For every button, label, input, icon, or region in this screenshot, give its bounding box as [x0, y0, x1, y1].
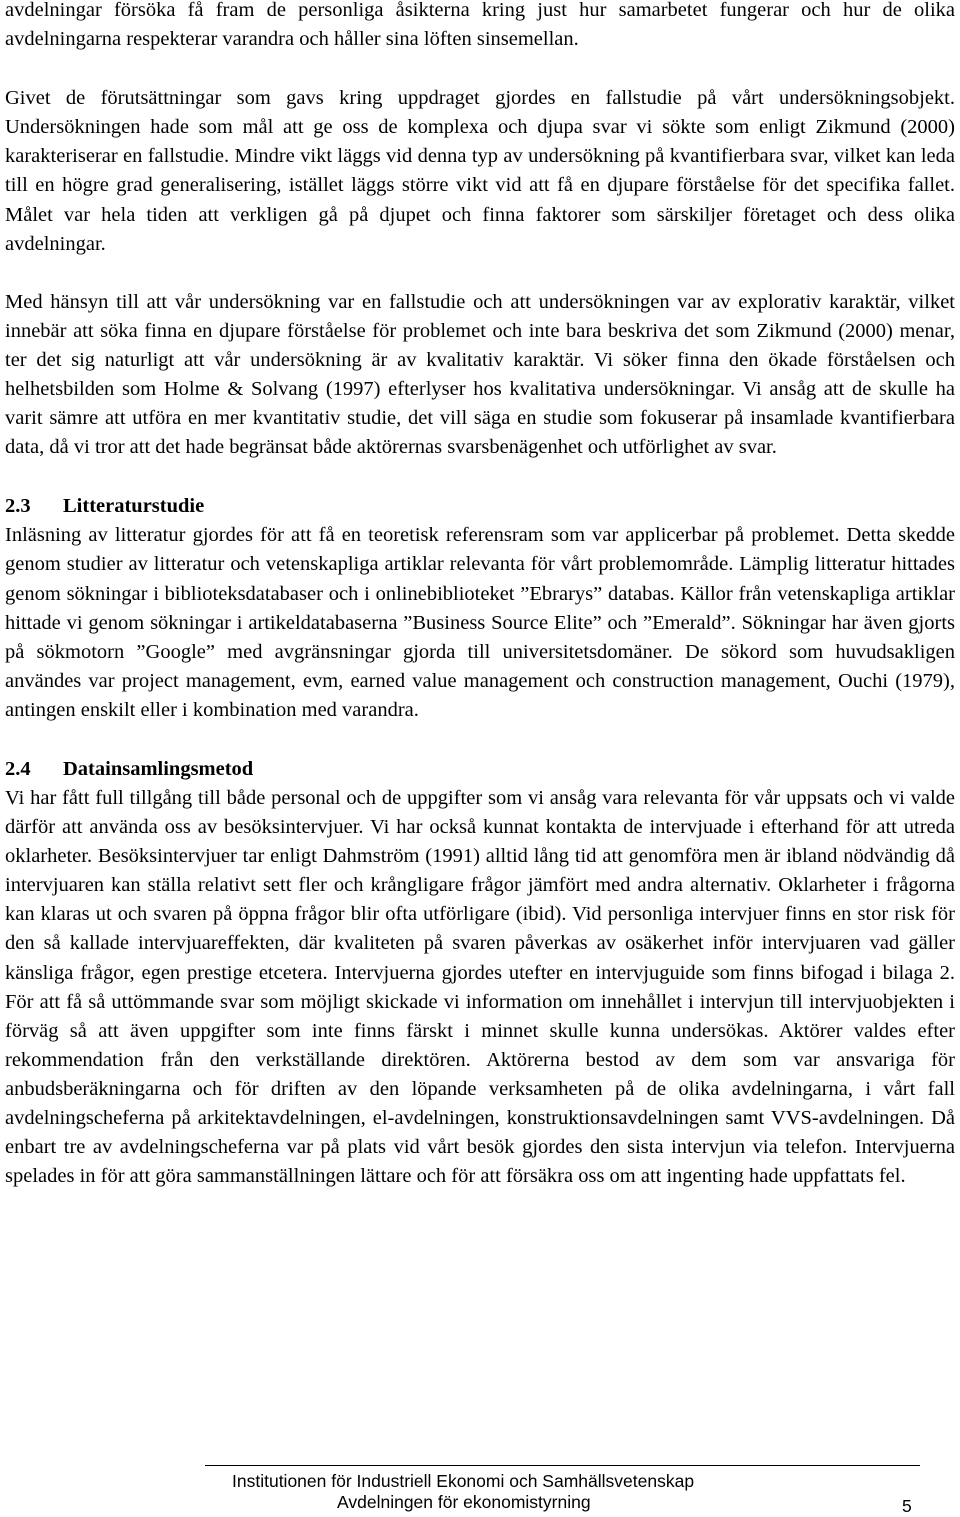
- section-body-litteraturstudie: Inläsning av litteratur gjordes för att få en teoretisk referensram som var applicerbar på problemet. Detta skedde genom studier av litteratur och vetenskapliga artiklar relevanta för vårt problemområde. Lämplig litteratur hittades genom sökningar i biblioteksdatabaser och i onlinebiblioteket ”Ebrarys” databas. Källor från vetenskapliga artiklar hittade vi genom sökningar i artikeldatabaserna ”Business Source Elite” och ”Emerald”. Sökningar har även gjorts på sökmotorn ”Google” med avgränsningar gjorda till universitetsdomäner. De sökord som huvudsakligen användes var project management, evm, earned value management och construction management, Ouchi (1979), antingen enskilt eller i kombination med varandra.: [5, 524, 955, 721]
- paragraph-continuation: avdelningar försöka få fram de personliga åsikterna kring just hur samarbetet fungerar och hur de olika avdelningarna respekterar varandra och håller sina löften sinsemellan.: [5, 0, 955, 51]
- section-body-datainsamlingsmetod: Vi har fått full tillgång till både personal och de uppgifter som vi ansåg vara relevanta för vår uppsats och vi valde därför att använda oss av besöksintervjuer. Vi har också kunnat kontakta de intervjuade i efterhand för att utreda oklarheter. Besöksintervjuer tar enligt Dahmström (1991) alltid lång tid att genomföra men är ibland nödvändig då intervjuaren kan ställa relativt sett fler och krångligare frågor jämfört med andra alternativ. Oklarheter i frågorna kan klaras ut och svaren på öppna frågor blir ofta utförligare (ibid). Vid personliga intervjuer finns en stor risk för den så kallade intervjuareffekten, där kvaliteten på svaren påverkas av osäkerhet inför intervjuaren vad gäller känsliga frågor, egen prestige etcetera. Intervjuerna gjordes utefter en intervjuguide som finns bifogad i bilaga 2. För att få så uttömmande svar som möjligt skickade vi information om innehållet i intervjun till intervjuobjekten i förväg så att även uppgifter som inte finns färskt i minnet skulle kunna undersökas. Aktörer valdes efter rekommendation från den verkställande direktören. Aktörerna bestod av dem som var ansvariga för anbudsberäkningarna och för driften av den löpande verksamheten på de olika avdelningarna, i vårt fall avdelningscheferna på arkitektavdelningen, el-avdelningen, konstruktionsavdelningen samt VVS-avdelningen. Då enbart tre av avdelningscheferna var på plats vid vårt besök gjordes den sista intervjun via telefon. Intervjuerna spelades in för att göra sammanställningen lättare och för att försäkra oss om att ingenting hade uppfattats fel.: [5, 786, 955, 1188]
- section-number: 2.3: [5, 495, 31, 518]
- section-title: Datainsamlingsmetod: [63, 757, 254, 780]
- footer-division: Avdelningen för ekonomistyrning: [337, 1492, 591, 1512]
- page-footer: [0, 1462, 960, 1517]
- document-page: [5, 0, 955, 1191]
- section-title: Litteraturstudie: [63, 495, 205, 518]
- paragraph-case-study: Givet de förutsättningar som gavs kring uppdraget gjordes en fallstudie på vårt undersökningsobjekt. Undersökningen hade som mål att ge oss de komplexa och djupa svar vi sökte som enligt Zikmund (2000) karakteriserar en fallstudie. Mindre vikt läggs vid denna typ av undersökning på kvantifierbara svar, vilket kan leda till en högre grad generalisering, istället läggs större vikt vid att få en djupare förståelse för det specifika fallet. Målet var hela tiden att verkligen gå på djupet och finna faktorer som särskiljer företaget och dess olika avdelningar.: [5, 87, 955, 255]
- section-heading-litteraturstudie: [5, 492, 955, 521]
- footer-divider: [205, 1465, 920, 1466]
- section-heading-datainsamlingsmetod: [5, 755, 955, 784]
- section-number: 2.4: [5, 757, 31, 780]
- paragraph-qualitative: Med hänsyn till att vår undersökning var en fallstudie och att undersökningen var av explorativ karaktär, vilket innebär att söka finna en djupare förståelse för problemet och inte bara beskriva det som Zikmund (2000) menar, ter det sig naturligt att vår undersökning är av kvalitativ karaktär. Vi söker finna den ökade förståelsen och helhetsbilden som Holme & Solvang (1997) efterlyser hos kvalitativa undersökningar. Vi ansåg att de skulle ha varit sämre att utföra en mer kvantitativ studie, det vill säga en studie som fokuserar på insamlade kvantifierbara data, då vi tror att det hade begränsat både aktörernas svarsbenägenhet och utförlighet av svar.: [5, 290, 955, 459]
- page-number: 5: [902, 1496, 912, 1516]
- footer-institution: Institutionen för Industriell Ekonomi och Samhällsvetenskap: [232, 1471, 695, 1491]
